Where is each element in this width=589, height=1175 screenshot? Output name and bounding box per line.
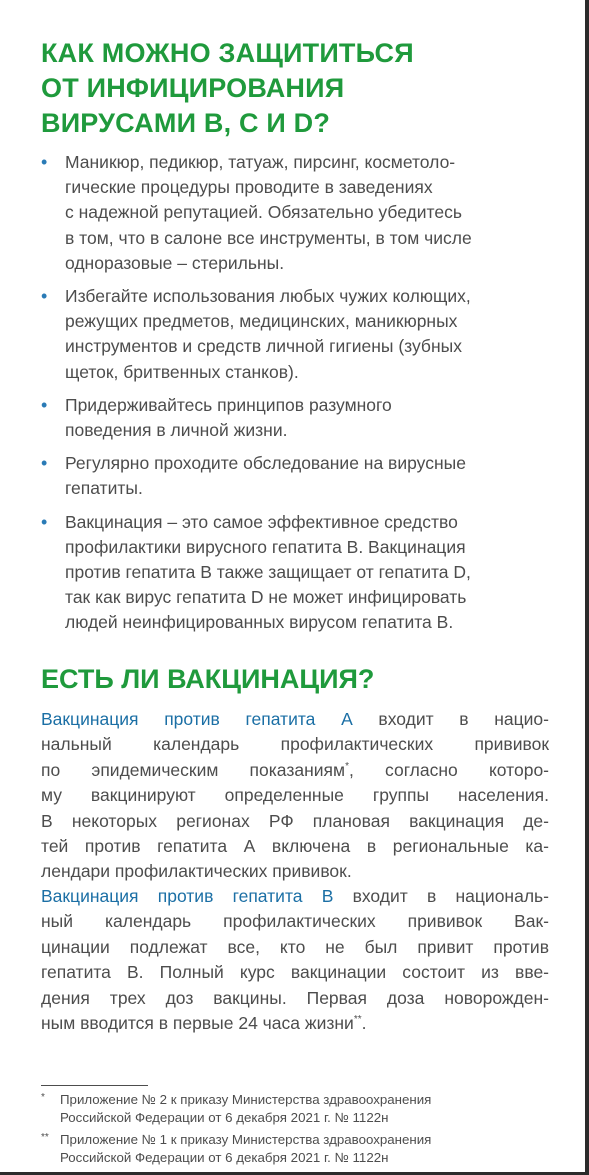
list-item-line: поведения в личной жизни. [65,420,288,441]
paragraph-line [41,707,549,732]
paragraph-text: входит в нацио- [352,709,549,729]
bullet-icon: • [41,511,48,532]
list-item-line: так как вирус гепатита D не может инфицировать [65,587,467,608]
footnote-ref: * [345,760,349,772]
list-item-line: Регулярно проходите обследование на вирусные [65,453,466,474]
paragraph-line [41,1011,549,1036]
paragraph-text: по эпидемическим показаниям [41,759,346,780]
prevention-list [41,150,551,636]
paragraph-hepatitis-a [41,707,549,885]
heading-line: КАК МОЖНО ЗАЩИТИТЬСЯ [41,38,414,68]
heading-line: ВИРУСАМИ В, С И D? [41,108,331,138]
paragraph-line: гепатита В. Полный курс вакцинации состоит из вве- [41,962,549,983]
list-item-line: против гепатита В также защищает от гепатита D, [65,562,471,583]
list-item-line: инструментов и средств личной гигиены (зубных [65,336,462,357]
paragraph-text: , согласно которо- [348,759,550,780]
list-item [41,510,551,636]
paragraph-line: цинации подлежат все, кто не был привит против [41,936,549,957]
paragraph-line: нальный календарь профилактических прививок [41,734,549,755]
bullet-icon: • [41,394,48,415]
page-edge-right [585,0,589,1175]
list-item-line: Избегайте использования любых чужих колющих, [65,286,471,307]
paragraph-line: ный календарь профилактических прививок Вак- [41,911,549,932]
accent-term: Вакцинация против гепатита В [41,886,334,906]
list-item-line: Вакцинация – это самое эффективное средство [65,511,458,532]
list-item [41,150,551,276]
paragraph-line [41,884,549,909]
footnote-mark: ** [41,1132,49,1143]
list-item-line: щеток, бритвенных станков). [65,361,299,382]
footnote-divider [41,1085,148,1086]
bullet-icon: • [41,152,48,172]
list-item [41,284,551,385]
paragraph-line: тей против гепатита А включена в региональные ка- [41,836,549,857]
list-item-line: профилактики вирусного гепатита В. Вакцинация [65,536,466,557]
list-item-line: гепатиты. [65,478,143,499]
list-item-line: людей неинфицированных вирусом гепатита В. [65,612,454,633]
paragraph-text: ным вводится в первые 24 часа жизни [41,1013,354,1034]
list-item-line: Маникюр, педикюр, татуаж, пирсинг, косметоло- [65,152,456,172]
bullet-icon: • [41,286,48,307]
paragraph-line: му вакцинируют определенные группы населения. [41,785,549,806]
bullet-icon: • [41,453,48,474]
footnote [41,1131,561,1167]
paragraph-line: В некоторых регионах РФ плановая вакцинация де- [41,810,549,831]
paragraph-line: лендари профилактических прививок. [41,861,352,882]
paragraph-line: дения трех доз вакцины. Первая доза новорожден- [41,987,549,1008]
list-item [41,393,551,443]
paragraph-text: входит в националь- [333,886,549,906]
heading-line: ОТ ИНФИЦИРОВАНИЯ [41,73,345,103]
footnote-line: Российской Федерации от 6 декабря 2021 г. № 1122н [60,1150,389,1165]
paragraph-hepatitis-b [41,884,549,1036]
accent-term: Вакцинация против гепатита А [41,709,353,729]
paragraph-text: . [361,1013,367,1034]
footnote-mark: * [41,1092,45,1103]
list-item [41,451,551,501]
list-item-line: в том, что в салоне все инструменты, в том числе [65,227,472,248]
heading-protection [41,36,541,141]
list-item-line: с надежной репутацией. Обязательно убедитесь [65,202,462,223]
footnote-line: Приложение № 1 к приказу Министерства здравоохранения [60,1132,432,1147]
list-item-line: режущих предметов, медицинских, маникюрных [65,311,458,332]
list-item-line: Придерживайтесь принципов разумного [65,394,392,415]
list-item-line: одноразовые – стерильны. [65,252,285,273]
footnote-ref: ** [353,1014,362,1026]
footnote-line: Приложение № 2 к приказу Министерства здравоохранения [60,1092,432,1107]
paragraph-line [41,758,549,783]
footnote [41,1091,561,1127]
heading-vaccination: ЕСТЬ ЛИ ВАКЦИНАЦИЯ? [41,664,375,694]
list-item-line: гические процедуры проводите в заведениях [65,177,433,198]
footnote-line: Российской Федерации от 6 декабря 2021 г. № 1122н [60,1110,389,1125]
